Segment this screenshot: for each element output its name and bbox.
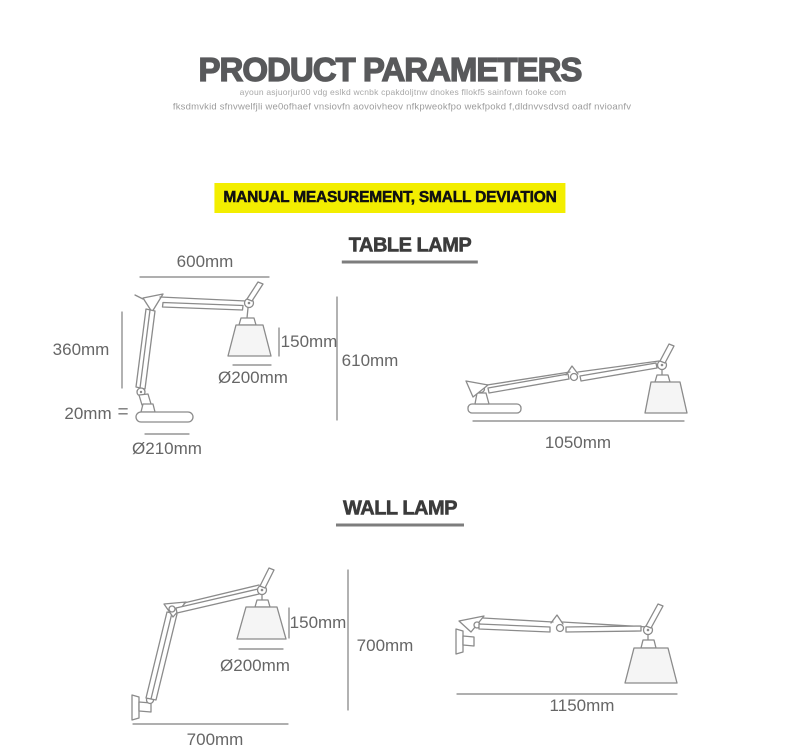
mid-joint	[571, 374, 578, 381]
page-title: PRODUCT PARAMETERS	[198, 51, 582, 88]
dim-label-table-arm-height: 360mm	[52, 340, 110, 359]
deviation-banner: MANUAL MEASUREMENT, SMALL DEVIATION	[214, 183, 565, 213]
dimension-lines	[122, 277, 684, 724]
base-stem	[475, 393, 489, 404]
dim-label-table-extended-length: 1050mm	[544, 433, 612, 452]
lamp-shade	[625, 648, 677, 683]
dim-label-wall-shade-height: 150mm	[289, 613, 347, 632]
subtitle-line-1: ayoun asjuorjur00 vdg eslkd wcnbk cpakdoljtnw dnokes fllokf5 sainfown fooke com	[239, 87, 567, 97]
arm-segment-2	[566, 626, 641, 632]
dim-label-wall-bottom-width: 700mm	[186, 730, 244, 749]
dim-label-wall-shade-diameter: Ø200mm	[220, 656, 290, 675]
dim-label-wall-extended-length: 1150mm	[549, 696, 615, 715]
table-lamp-extended-diagram	[466, 344, 687, 413]
shade-cap	[239, 318, 256, 325]
dim-label-table-total-height: 610mm	[341, 351, 399, 370]
heading-wall-lamp: WALL LAMP	[336, 498, 464, 527]
dim-label-table-base-diameter: Ø210mm	[132, 439, 202, 458]
dim-label-table-top-width: 600mm	[176, 252, 234, 271]
dim-label-equals-sign: =	[117, 402, 129, 423]
dim-label-wall-mount-height: 700mm	[356, 636, 414, 655]
shade-cap	[641, 640, 656, 648]
adjust-lever	[260, 568, 274, 588]
dim-label-table-shade-diameter: Ø200mm	[218, 368, 288, 387]
lamp-base	[468, 404, 521, 413]
base-stem	[141, 404, 155, 412]
heading-table-lamp: TABLE LAMP	[342, 235, 478, 264]
adjust-lever	[646, 604, 663, 628]
wall-lamp-articulated-diagram	[132, 568, 286, 720]
adjust-lever	[660, 344, 674, 363]
dim-label-table-shade-height: 150mm	[280, 332, 338, 351]
lamp-base	[136, 412, 193, 422]
shade-cap	[655, 375, 670, 382]
lamp-shade	[228, 325, 271, 356]
mid-joint	[557, 625, 564, 632]
wall-bracket	[132, 695, 139, 720]
shade-cap	[255, 600, 270, 607]
arm-segment-2	[580, 363, 657, 381]
wall-lamp-extended-diagram	[456, 604, 677, 683]
adjust-lever	[247, 282, 263, 301]
dim-label-table-base-thickness: 20mm	[64, 404, 112, 423]
wall-bracket	[456, 629, 463, 654]
upper-arm	[163, 303, 244, 311]
subtitle-line-2: fksdmvkid sfnvwelfjli we0ofhaef vnsiovfn aovoivheov nfkpweokfpo wekfpokd f,dldnvvsdvsd oadf nvioanfv	[172, 101, 632, 113]
lamp-shade	[645, 382, 687, 413]
table-lamp-upright-diagram	[135, 282, 271, 422]
arm-segment-1	[479, 624, 550, 632]
lamp-shade	[237, 607, 286, 639]
